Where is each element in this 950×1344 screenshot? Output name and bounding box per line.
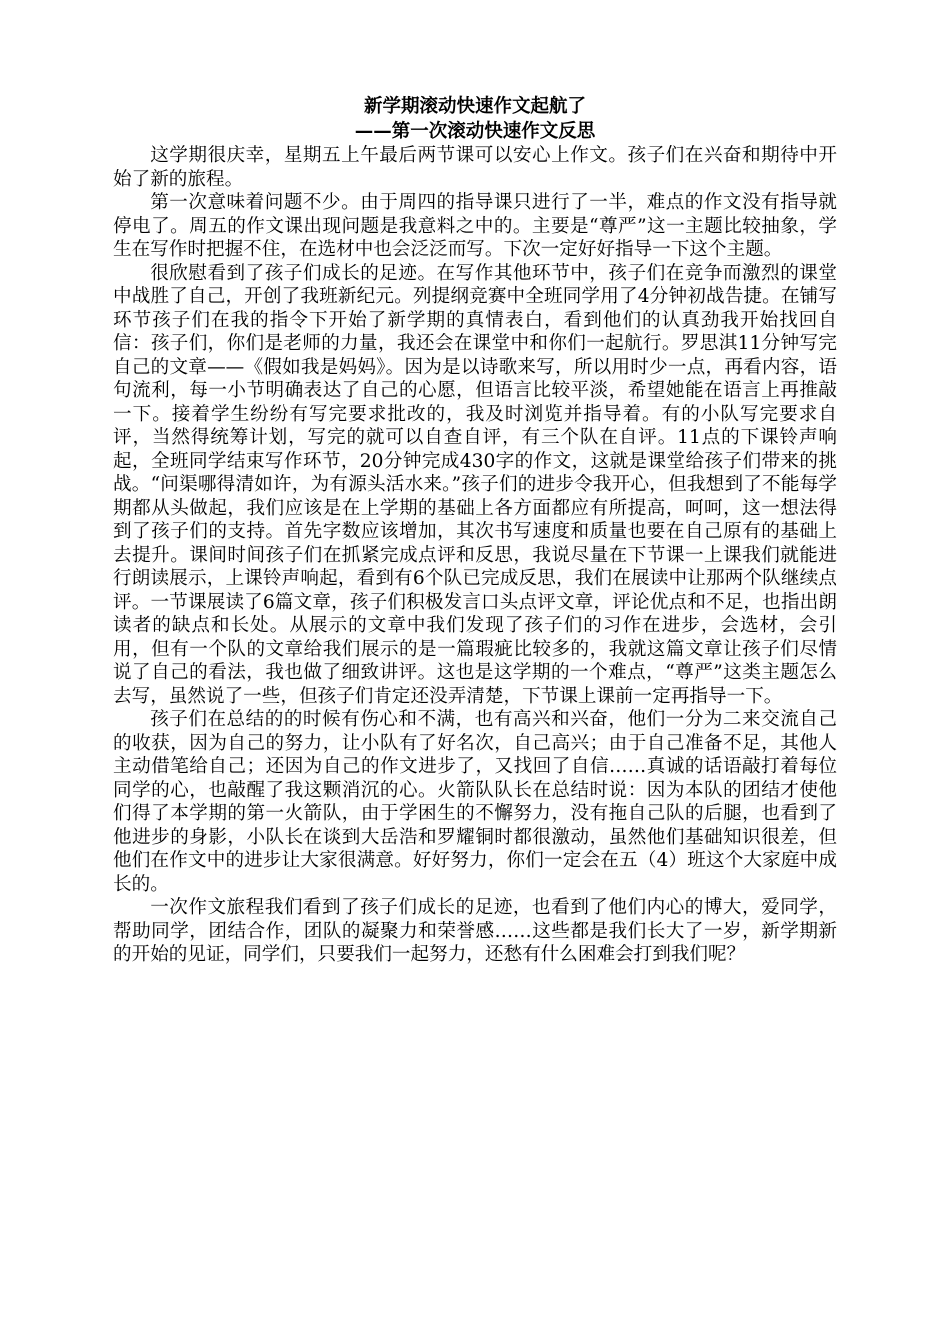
paragraph-2: 第一次意味着问题不少。由于周四的指导课只进行了一半，难点的作文没有指导就停电了。周五的作文课出现问题是我意料之中的。主要是“尊严”这一主题比较抽象，学生在写作时把握不住，在选材中也会泛泛而写。下次一定好好指导一下这个主题。 xyxy=(113,192,837,260)
paragraph-3: 很欣慰看到了孩子们成长的足迹。在写作其他环节中，孩子们在竞争而激烈的课堂中战胜了自己，开创了我班新纪元。列提纲竞赛中全班同学用了4分钟初战告捷。在铺写环节孩子们在我的指令下开始了新学期的真情表白，看到他们的认真劲我开始找回自信：孩子们，你们是老师的力量，我还会在课堂中和你们一起航行。罗思淇11分钟写完自己的文章——《假如我是妈妈》。因为是以诗歌来写，所以用时少一点，再看内容，语句流利，每一小节明确表达了自己的心愿，但语言比较平淡，希望她能在语言上再推敲一下。接着学生纷纷有写完要求批改的，我及时浏览并指导着。有的小队写完要求自评，当然得统筹计划，写完的就可以自查自评，有三个队在自评。11点的下课铃声响起，全班同学结束写作环节，20分钟完成430字的作文，这就是课堂给孩子们带来的挑战。“问渠哪得清如许，为有源头活水来。”孩子们的进步令我开心，但我想到了不能每学期都从头做起，我们应该是在上学期的基础上各方面都应有所提高，呵呵，这一想法得到了孩子们的支持。首先字数应该增加，其次书写速度和质量也要在自己原有的基础上去提升。课间时间孩子们在抓紧完成点评和反思，我说尽量在下节课一上课我们就能进行朗读展示，上课铃声响起，看到有6个队已完成反思，我们在展读中让那两个队继续点评。一节课展读了6篇文章，孩子们积极发言口头点评文章，评论优点和不足，也指出朗读者的缺点和长处。从展示的文章中我们发现了孩子们的习作在进步，会选材，会引用，但有一个队的文章给我们展示的是一篇瑕疵比较多的，我就这篇文章让孩子们尽情说了自己的看法，我也做了细致讲评。这也是这学期的一个难点，“尊严”这类主题怎么去写，虽然说了一些，但孩子们肯定还没弄清楚，下节课上课前一定再指导一下。 xyxy=(113,262,837,707)
paragraph-5: 一次作文旅程我们看到了孩子们成长的足迹，也看到了他们内心的博大，爱同学，帮助同学，团结合作，团队的凝聚力和荣誉感……这些都是我们长大了一岁，新学期新的开始的见证，同学们，只要我们一起努力，还愁有什么困难会打到我们呢？ xyxy=(113,897,837,965)
paragraph-4: 孩子们在总结的的时候有伤心和不满，也有高兴和兴奋，他们一分为二来交流自己的收获，因为自己的努力，让小队有了好名次，自己高兴；由于自己准备不足，其他人主动借笔给自己；还因为自己的作文进步了，又找回了自信……真诚的话语敲打着每位同学的心，也敲醒了我这颗消沉的心。火箭队队长在总结时说：因为本队的团结才使他们得了本学期的第一火箭队，由于学困生的不懈努力，没有拖自己队的后腿，也看到了他进步的身影，小队长在谈到大岳浩和罗耀铜时都很激动，虽然他们基础知识很差，但他们在作文中的进步让大家很满意。好好努力，你们一定会在五（4）班这个大家庭中成长的。 xyxy=(113,709,837,895)
document-page xyxy=(113,94,837,967)
document-subtitle: ——第一次滚动快速作文反思 xyxy=(354,121,596,142)
paragraph-1: 这学期很庆幸，星期五上午最后两节课可以安心上作文。孩子们在兴奋和期待中开始了新的旅程。 xyxy=(113,145,837,190)
document-title: 新学期滚动快速作文起航了 xyxy=(363,96,586,117)
